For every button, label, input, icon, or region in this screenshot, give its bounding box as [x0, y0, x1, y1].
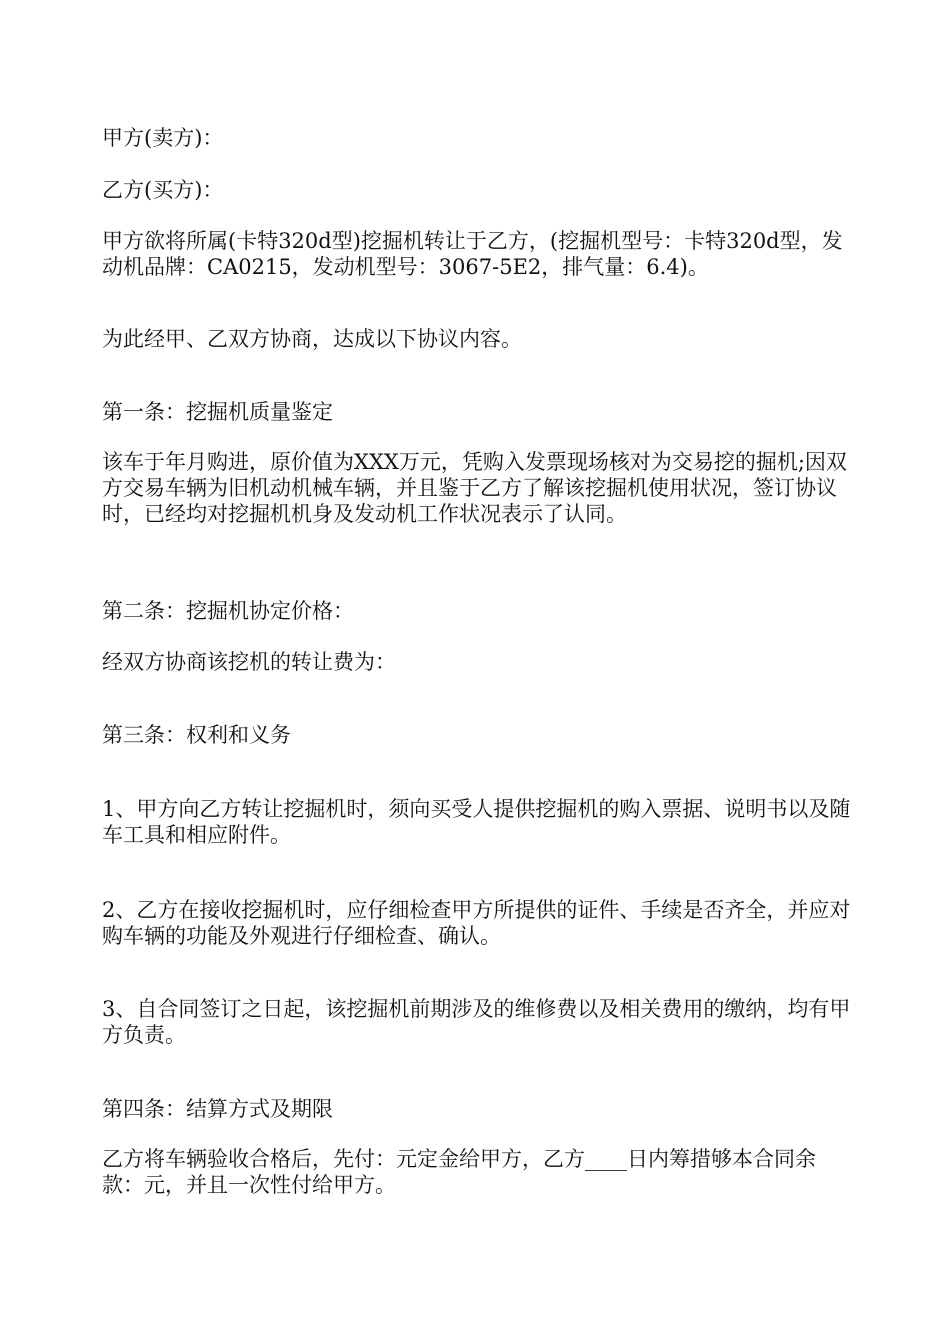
article-3-item-1: 1、甲方向乙方转让挖掘机时，须向买受人提供挖掘机的购入票据、说明书以及随车工具和相应附件。 [102, 797, 851, 847]
article-2-body: 经双方协商该挖机的转让费为： [102, 650, 396, 674]
intro-paragraph: 甲方欲将所属(卡特320d型)挖掘机转让于乙方，(挖掘机型号：卡特320d型，发动机品牌：CA0215，发动机型号：3067-5E2，排气量：6.4)。 [102, 229, 843, 279]
party-b-line: 乙方(买方)： [102, 178, 224, 202]
agreement-paragraph: 为此经甲、乙双方协商，达成以下协议内容。 [102, 327, 522, 351]
article-3-title: 第三条：权利和义务 [102, 723, 291, 747]
article-4-title: 第四条：结算方式及期限 [102, 1097, 333, 1121]
article-4-body: 乙方将车辆验收合格后，先付：元定金给甲方，乙方____日内筹措够本合同余款：元，并且一次性付给甲方。 [102, 1147, 816, 1197]
article-3-item-2: 2、乙方在接收挖掘机时，应仔细检查甲方所提供的证件、手续是否齐全，并应对购车辆的功能及外观进行仔细检查、确认。 [102, 898, 851, 948]
article-1-title: 第一条：挖掘机质量鉴定 [102, 400, 333, 424]
article-2-title: 第二条：挖掘机协定价格： [102, 599, 354, 623]
party-a-line: 甲方(卖方)： [102, 126, 224, 150]
article-1-body: 该车于年月购进，原价值为XXX万元，凭购入发票现场核对为交易挖的掘机;因双方交易车辆为旧机动机械车辆，并且鉴于乙方了解该挖掘机使用状况，签订协议时，已经均对挖掘机机身及发动机工作状况表示了认同。 [102, 450, 847, 526]
article-3-item-3: 3、自合同签订之日起，该挖掘机前期涉及的维修费以及相关费用的缴纳，均有甲方负责。 [102, 997, 851, 1047]
